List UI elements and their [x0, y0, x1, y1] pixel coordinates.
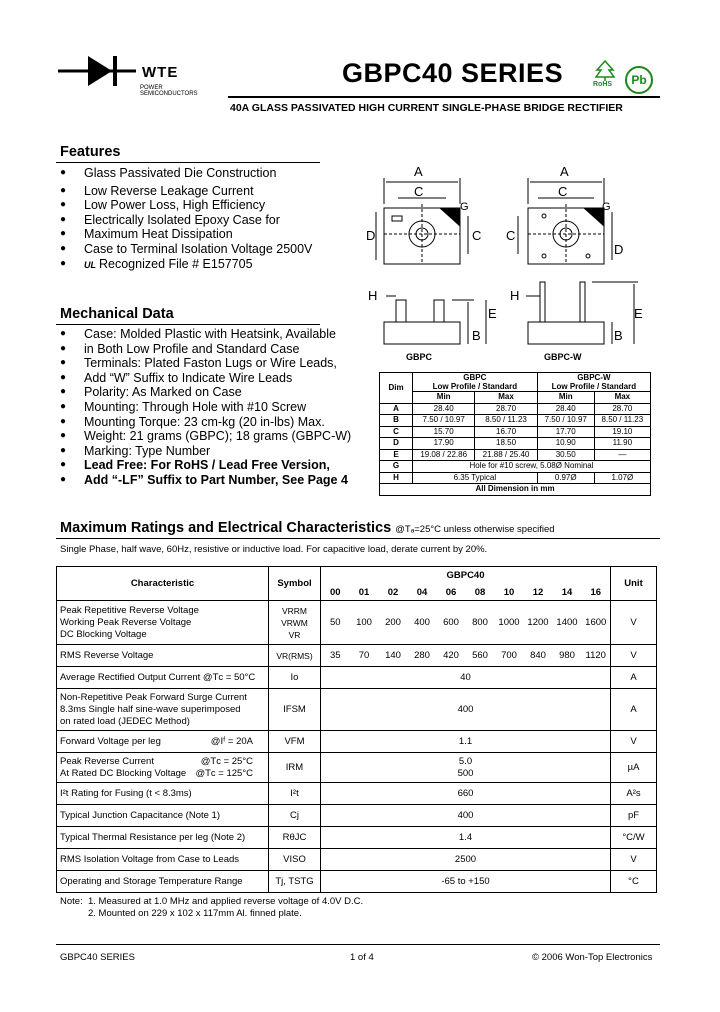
mech-item: ● Marking: Type Number — [60, 444, 351, 459]
dim-header: Dim — [380, 373, 413, 404]
feature-item-ul — [60, 257, 312, 273]
diode-logo-icon — [58, 54, 138, 94]
header-group: GBPC40 — [321, 567, 611, 585]
header-code: 00 — [321, 585, 350, 601]
gbpcw-header — [537, 373, 650, 392]
unit-cell: A — [611, 689, 657, 731]
symbol-line: VRRM — [281, 605, 308, 616]
mech-item-bold: ● Lead Free: For RoHS / Lead Free Version, — [60, 458, 351, 473]
value-cell: 420 — [437, 645, 466, 667]
header-unit: Unit — [611, 567, 657, 601]
char-cell: Average Rectified Output Current @Tᴄ = 50°C — [57, 667, 269, 689]
char-cell: Operating and Storage Temperature Range — [57, 871, 269, 893]
dim-cell: 6.35 Typical — [413, 472, 538, 484]
dim-label-e-w: E — [634, 306, 643, 321]
header-symbol: Symbol — [269, 567, 321, 601]
char-cell — [57, 731, 269, 753]
char-line: At Rated DC Blocking Voltage — [60, 767, 187, 779]
value-cell: 50 — [321, 601, 350, 645]
table-row — [380, 461, 651, 473]
header-code: 12 — [524, 585, 553, 601]
feature-item: ● Low Power Loss, High Efficiency — [60, 198, 312, 213]
rohs-label: RoHS — [593, 81, 613, 88]
dim-label-b: B — [472, 328, 481, 343]
dim-label-c: C — [414, 184, 424, 199]
rohs-badge — [590, 60, 620, 92]
value-cell: 1400 — [553, 601, 582, 645]
symbol-cell: VISO — [269, 849, 321, 871]
brand-sub: POWER SEMICONDUCTORS — [140, 85, 198, 97]
value-cell: 70 — [350, 645, 379, 667]
dimension-table — [379, 372, 651, 496]
dim-cell: 17.70 — [537, 426, 594, 438]
value-cell: 1.4 — [321, 827, 611, 849]
mech-item: ● Polarity: As Marked on Case — [60, 385, 351, 400]
unit-cell: µA — [611, 753, 657, 783]
char-cell — [57, 753, 269, 783]
symbol-line: VRWM — [281, 617, 308, 628]
table-row — [57, 601, 657, 645]
table-row — [57, 645, 657, 667]
mech-item-cont — [60, 371, 351, 386]
dim-label-c: C — [472, 228, 482, 243]
header-code: 01 — [350, 585, 379, 601]
dim-cell: 10.90 — [537, 438, 594, 450]
dim-label-b-w: B — [614, 328, 623, 343]
symbol-cell: Io — [269, 667, 321, 689]
title-rule — [228, 96, 660, 98]
symbol-cell: Cj — [269, 805, 321, 827]
value-cell: 560 — [466, 645, 495, 667]
table-row — [380, 438, 651, 450]
ratings-title-cond: @Tₐ=25°C unless otherwise specified — [395, 524, 555, 535]
dim-cell: 0.97Ø — [537, 472, 594, 484]
value-cell: 140 — [379, 645, 408, 667]
dim-cell: 11.90 — [594, 438, 650, 450]
gbpc-header-name: GBPC — [463, 373, 487, 382]
unit-cell: V — [611, 645, 657, 667]
features-rule — [56, 162, 320, 163]
dim-cell: Hole for #10 screw, 5.08Ø Nominal — [413, 461, 651, 473]
dim-cell: 8.50 / 11.23 — [594, 415, 650, 427]
table-footer-row — [380, 484, 651, 496]
dim-cell: H — [380, 472, 413, 484]
value-cell: -65 to +150 — [321, 871, 611, 893]
gbpcw-header-name: GBPC-W — [577, 373, 611, 382]
dim-label-d-w: D — [614, 242, 624, 257]
notes-label: Note: — [60, 896, 83, 907]
symbol-cell: I²t — [269, 783, 321, 805]
char-line: Peak Repetitive Reverse Voltage — [60, 604, 199, 616]
note-1: 1. Measured at 1.0 MHz and applied reverse voltage of 4.0V D.C. — [88, 896, 364, 907]
unit-cell: pF — [611, 805, 657, 827]
brand-name: WTE — [142, 64, 179, 81]
dim-label-e: E — [488, 306, 497, 321]
dim-cell: 18.50 — [475, 438, 537, 450]
char-cell: I²t Rating for Fusing (t < 8.3ms) — [57, 783, 269, 805]
page-subtitle: 40A GLASS PASSIVATED HIGH CURRENT SINGLE-PHASE BRIDGE RECTIFIER — [230, 102, 623, 114]
value-cell: 40 — [321, 667, 611, 689]
mech-item: ● Mounting: Through Hole with #10 Screw — [60, 400, 351, 415]
feature-item: ● Low Reverse Leakage Current — [60, 184, 312, 199]
dim-cell: 21.88 / 25.40 — [475, 449, 537, 461]
gbpc-header-sub: Low Profile / Standard — [432, 382, 518, 391]
table-row — [57, 783, 657, 805]
tree-icon — [594, 60, 616, 82]
char-cell — [57, 601, 269, 645]
dim-cell: 28.70 — [475, 403, 537, 415]
dim-cell: — — [594, 449, 650, 461]
dim-footer: All Dimension in mm — [380, 484, 651, 496]
table-row — [57, 753, 657, 783]
char-cond: @Iᶠ = 20A — [210, 736, 253, 747]
value-cell: 980 — [553, 645, 582, 667]
header-code: 16 — [582, 585, 611, 601]
table-row — [57, 689, 657, 731]
header-code: 14 — [553, 585, 582, 601]
dim-cell: D — [380, 438, 413, 450]
char-cell: Typical Junction Capacitance (Note 1) — [57, 805, 269, 827]
dim-cell: C — [380, 426, 413, 438]
char-line: Forward Voltage per leg — [60, 736, 161, 747]
footer-rule — [56, 944, 660, 945]
dim-label-c-w2: C — [506, 228, 516, 243]
dim-label-h: H — [368, 288, 378, 303]
dim-label-g: G — [460, 201, 469, 213]
char-line: Working Peak Reverse Voltage — [60, 616, 192, 628]
package-diagrams — [350, 164, 680, 364]
char-line: on rated load (JEDEC Method) — [60, 715, 190, 727]
symbol-cell: VFM — [269, 731, 321, 753]
char-line: Peak Reverse Current — [60, 755, 154, 767]
table-row — [57, 871, 657, 893]
dim-label-c-w: C — [558, 184, 568, 199]
mech-item: ● Case: Molded Plastic with Heatsink, Available — [60, 327, 351, 342]
gbpc-header — [413, 373, 538, 392]
dim-cell: 30.50 — [537, 449, 594, 461]
mechanical-title: Mechanical Data — [60, 306, 174, 322]
unit-cell: A²s — [611, 783, 657, 805]
dim-cell: 8.50 / 11.23 — [475, 415, 537, 427]
dim-cell: 28.70 — [594, 403, 650, 415]
value-cell: 1000 — [495, 601, 524, 645]
mechanical-rule — [56, 324, 320, 325]
char-cond: @Tᴄ = 25°C — [200, 755, 253, 767]
page-title: GBPC40 SERIES — [342, 58, 564, 88]
table-row — [57, 827, 657, 849]
header-code: 10 — [495, 585, 524, 601]
symbol-cell: IFSM — [269, 689, 321, 731]
table-row — [57, 731, 657, 753]
table-row — [380, 403, 651, 415]
dim-cell: A — [380, 403, 413, 415]
value-line: 5.0 — [458, 755, 473, 767]
dim-cell: 7.50 / 10.97 — [413, 415, 475, 427]
char-cell: Typical Thermal Resistance per leg (Note 2) — [57, 827, 269, 849]
dim-cell: 19.10 — [594, 426, 650, 438]
gbpc-caption: GBPC — [406, 352, 433, 362]
dim-cell: G — [380, 461, 413, 473]
dim-cell: 16.70 — [475, 426, 537, 438]
footer-copyright: © 2006 Won-Top Electronics — [532, 952, 653, 963]
max-header: Max — [475, 392, 537, 404]
table-row — [57, 667, 657, 689]
mech-item-cont-text: Add “W” Suffix to Indicate Wire Leads — [84, 370, 293, 385]
value-cell: 840 — [524, 645, 553, 667]
dim-label-h-w: H — [510, 288, 520, 303]
table-row — [380, 472, 651, 484]
ul-mark-icon: UL — [84, 259, 96, 270]
char-line: DC Blocking Voltage — [60, 628, 147, 640]
char-line: 8.3ms Single half sine-wave superimposed — [60, 703, 241, 715]
value-cell: 600 — [437, 601, 466, 645]
mech-item-bold-cont — [60, 473, 351, 488]
mech-item-cont — [60, 342, 351, 357]
feature-item-cont-text: Maximum Heat Dissipation — [84, 227, 233, 242]
unit-cell: V — [611, 731, 657, 753]
char-cell: RMS Reverse Voltage — [57, 645, 269, 667]
char-cond: @Tᴄ = 125°C — [195, 767, 253, 779]
value-cell — [321, 753, 611, 783]
value-cell: 2500 — [321, 849, 611, 871]
symbol-cell: RθJC — [269, 827, 321, 849]
char-cell: RMS Isolation Voltage from Case to Leads — [57, 849, 269, 871]
features-title: Features — [60, 144, 121, 160]
dim-cell: 1.07Ø — [594, 472, 650, 484]
feature-item: ● Electrically Isolated Epoxy Case for — [60, 213, 312, 228]
dim-label-d: D — [366, 228, 376, 243]
dim-label-a-w: A — [560, 164, 569, 179]
value-cell: 35 — [321, 645, 350, 667]
max-header: Max — [594, 392, 650, 404]
value-cell: 400 — [321, 689, 611, 731]
unit-cell: A — [611, 667, 657, 689]
features-list — [60, 166, 312, 272]
symbol-cell — [269, 601, 321, 645]
value-cell: 700 — [495, 645, 524, 667]
mech-item: ● Terminals: Plated Faston Lugs or Wire Leads, — [60, 356, 351, 371]
value-line: 500 — [457, 767, 474, 779]
value-cell: 400 — [321, 805, 611, 827]
ratings-table — [56, 566, 657, 893]
gbpcw-caption: GBPC-W — [544, 352, 582, 362]
note-2: 2. Mounted on 229 x 102 x 117mm Al. finned plate. — [88, 908, 302, 919]
char-line: Non-Repetitive Peak Forward Surge Current — [60, 691, 247, 703]
header-code: 08 — [466, 585, 495, 601]
dim-cell: B — [380, 415, 413, 427]
symbol-cell: Tj, TSTG — [269, 871, 321, 893]
dim-cell: 28.40 — [413, 403, 475, 415]
dim-label-g-w: G — [602, 201, 611, 213]
symbol-cell: VR(RMS) — [269, 645, 321, 667]
unit-cell: °C/W — [611, 827, 657, 849]
feature-item-cont — [60, 227, 312, 242]
header-code: 06 — [437, 585, 466, 601]
value-cell: 400 — [408, 601, 437, 645]
value-cell: 280 — [408, 645, 437, 667]
mechanical-list — [60, 327, 351, 488]
gbpc-side-view — [384, 296, 486, 344]
symbol-line: VR — [288, 629, 301, 640]
dim-cell: 28.40 — [537, 403, 594, 415]
pb-label: Pb — [631, 73, 647, 87]
char-cell — [57, 689, 269, 731]
table-row — [57, 849, 657, 871]
dim-cell: E — [380, 449, 413, 461]
value-cell: 1600 — [582, 601, 611, 645]
value-cell: 800 — [466, 601, 495, 645]
ul-recognized-text: Recognized File # E157705 — [99, 256, 253, 271]
mech-item: ● Mounting Torque: 23 cm-kg (20 in-lbs) Max. — [60, 415, 351, 430]
dim-cell: 15.70 — [413, 426, 475, 438]
dim-cell: 19.08 / 22.86 — [413, 449, 475, 461]
header-code: 02 — [379, 585, 408, 601]
table-row — [57, 805, 657, 827]
mech-item-cont-text: Add “-LF” Suffix to Part Number, See Page 4 — [84, 472, 348, 487]
min-header: Min — [413, 392, 475, 404]
ratings-rule — [56, 538, 660, 539]
brand-logo — [58, 54, 218, 96]
dim-cell: 17.90 — [413, 438, 475, 450]
value-cell: 1120 — [582, 645, 611, 667]
value-cell: 1.1 — [321, 731, 611, 753]
ratings-subtitle: Single Phase, half wave, 60Hz, resistive or inductive load. For capacitive load, derate current by 20%. — [60, 544, 488, 555]
feature-item: ● Glass Passivated Die Construction — [60, 166, 312, 181]
table-row — [380, 415, 651, 427]
table-row — [380, 426, 651, 438]
ratings-title — [60, 520, 555, 536]
ratings-title-text: Maximum Ratings and Electrical Characteristics — [60, 520, 392, 536]
gbpcw-header-sub: Low Profile / Standard — [551, 382, 637, 391]
value-cell: 100 — [350, 601, 379, 645]
lead-free-badge — [625, 66, 653, 94]
value-cell: 660 — [321, 783, 611, 805]
unit-cell: °C — [611, 871, 657, 893]
symbol-cell: IRM — [269, 753, 321, 783]
feature-item: ● Case to Terminal Isolation Voltage 2500V — [60, 242, 312, 257]
unit-cell: V — [611, 601, 657, 645]
footer-page: 1 of 4 — [350, 952, 374, 963]
unit-cell: V — [611, 849, 657, 871]
dim-cell: 7.50 / 10.97 — [537, 415, 594, 427]
header-characteristic: Characteristic — [57, 567, 269, 601]
footer-left: GBPC40 SERIES — [60, 952, 135, 963]
table-row — [380, 449, 651, 461]
value-cell: 200 — [379, 601, 408, 645]
mech-item-cont-text: in Both Low Profile and Standard Case — [84, 341, 300, 356]
min-header: Min — [537, 392, 594, 404]
header-code: 04 — [408, 585, 437, 601]
mech-item: ● Weight: 21 grams (GBPC); 18 grams (GBPC-W) — [60, 429, 351, 444]
dim-label-a: A — [414, 164, 423, 179]
value-cell: 1200 — [524, 601, 553, 645]
